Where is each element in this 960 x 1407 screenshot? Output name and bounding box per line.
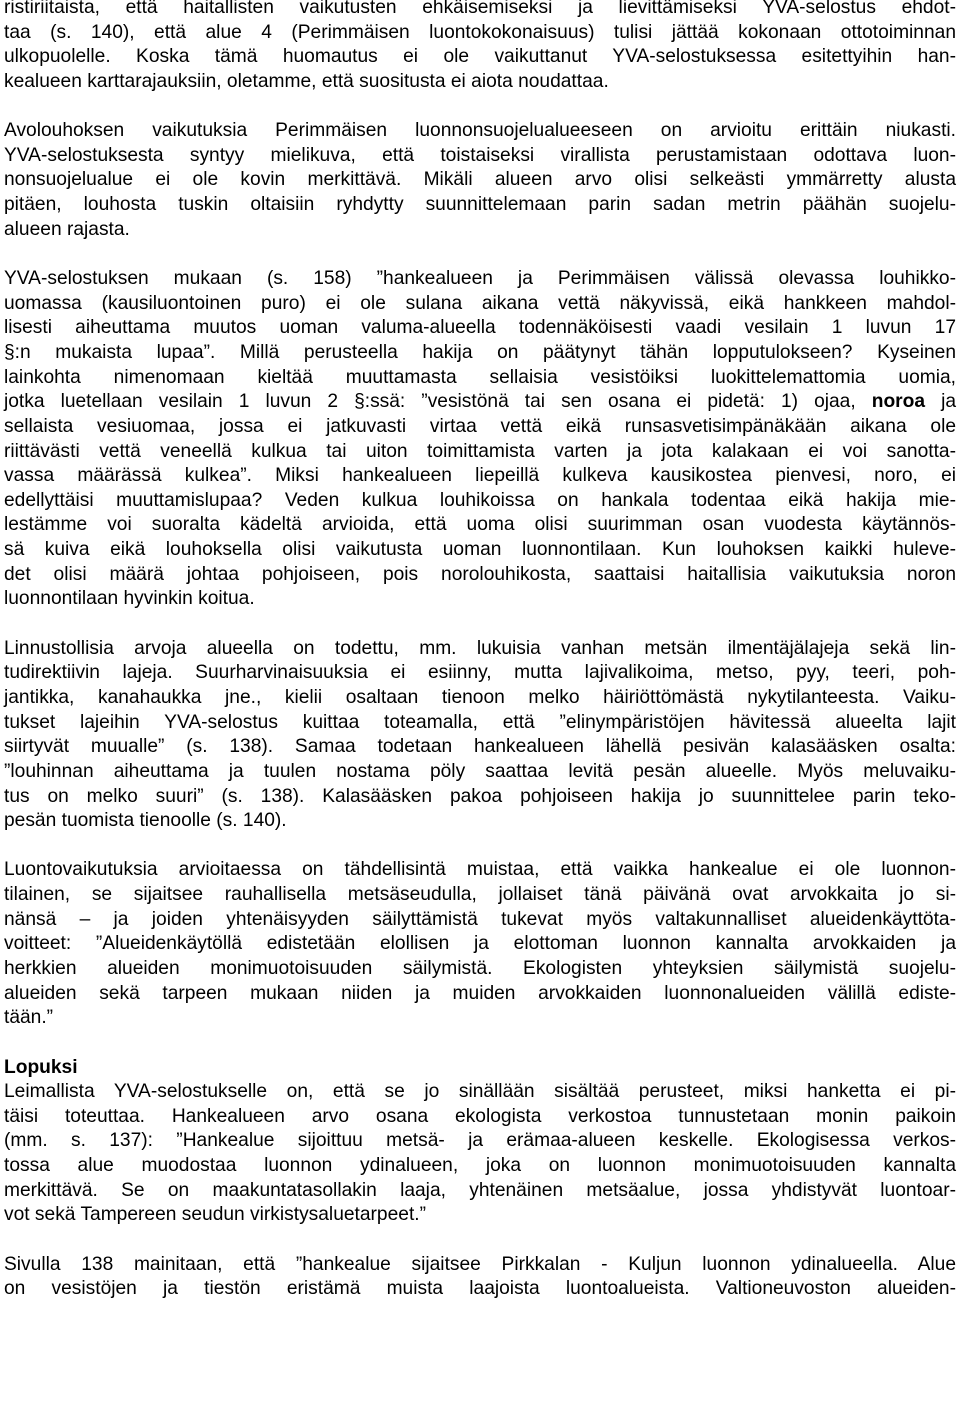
text-line: YVA-selostuksesta syntyy mielikuva, että toistaiseksi virallista perustamistaan odottava luon- bbox=[4, 144, 956, 166]
text-line: herkkien alueiden monimuotoisuuden säilymistä. Ekologisten yhteyksien säilymistä suojelu- bbox=[4, 957, 956, 979]
text-line: vassa määrässä kulkea”. Miksi hankealueen liepeillä kulkeva kausikostea pienvesi, noro, ei bbox=[4, 465, 956, 487]
text-run: jotka luetellaan vesilain 1 luvun 2 §:ssä: ”vesistönä tai sen osana ei pidetä: 1) ojaa, bbox=[4, 391, 872, 413]
paragraph-gap bbox=[4, 1031, 956, 1056]
paragraph-p6 bbox=[4, 1253, 956, 1302]
text-line: Linnustollisia arvoja alueella on todettu, mm. lukuisia vanhan metsän ilmentäjälajeja sekä lin- bbox=[4, 637, 956, 659]
text-line: §:n mukaista lupaa”. Millä perusteella hakija on päätynyt tähän lopputulokseen? Kyseinen bbox=[4, 341, 956, 363]
text-line: tukset lajeihin YVA-selostus kuittaa toteamalla, että ”elinympäristöjen hävitessä alueelta lajit bbox=[4, 711, 956, 733]
paragraph-gap bbox=[4, 834, 956, 859]
text-line: tään.” bbox=[4, 1007, 54, 1029]
closing-section bbox=[4, 1080, 956, 1302]
text-line: tus on melko suuri” (s. 138). Kalasääsken pakoa pohjoiseen hakija jo suunnittelee parin teko- bbox=[4, 785, 956, 807]
text-line: pesän tuomista tienoolle (s. 140). bbox=[4, 810, 287, 832]
text-line: ristiriitaista, että haitallisten vaikutusten ehkäisemiseksi ja lievittämiseksi YVA-selostus ehdot- bbox=[4, 0, 956, 18]
text-line: lisesti aiheuttama muutos uoman valuma-alueella todennäköisesti vaadi vesilain 1 luvun 17 bbox=[4, 317, 956, 339]
document-body bbox=[4, 0, 956, 1056]
text-line: YVA-selostuksen mukaan (s. 158) ”hankealueen ja Perimmäisen välissä olevassa louhikko- bbox=[4, 268, 956, 290]
text-line: riittävästi vettä veneellä kulkua tai uiton toimittamista varten ja jota kalakaan ei voi sanotta- bbox=[4, 440, 956, 462]
text-line: Sivulla 138 mainitaan, että ”hankealue sijaitsee Pirkkalan - Kuljun luonnon ydinalueella. Alue bbox=[4, 1253, 956, 1275]
paragraph-gap bbox=[4, 95, 956, 120]
text-line: edellyttäisi muuttamislupaa? Veden kulkua louhikoissa on hankala todentaa eikä hakija mie- bbox=[4, 489, 956, 511]
text-line: tudirektiivin lajeja. Suurharvinaisuuksia ei esiinny, mutta lajivalikoima, metso, pyy, teeri, poh- bbox=[4, 662, 956, 684]
text-line: siirtyvät muualle” (s. 138). Samaa todetaan hankealueen lähellä pesivän kalasääsken osalta: bbox=[4, 736, 956, 758]
text-line: uomassa (kausiluontoinen puro) ei ole sulana aikana vettä näkyvissä, eikä hankkeen mahdol- bbox=[4, 292, 956, 314]
text-line: ”louhinnan aiheuttama ja tuulen nostama pöly saattaa levitä pesän alueelle. Myös meluvaiku- bbox=[4, 760, 956, 782]
text-line: kealueen karttarajauksiin, oletamme, että suositusta ei aiota noudattaa. bbox=[4, 70, 609, 92]
text-line: taa (s. 140), että alue 4 (Perimmäisen luontokokonaisuus) tulisi jättää kokonaan ottotoiminnan bbox=[4, 21, 956, 43]
text-line: merkittävä. Se on maakuntatasollakin laaja, yhtenäinen metsäalue, jossa yhdistyvät luontoar- bbox=[4, 1179, 956, 1201]
section-heading: Lopuksi bbox=[4, 1056, 78, 1078]
text-line: Leimallista YVA-selostukselle on, että se jo sinällään sisältää perusteet, miksi hanketta ei pi- bbox=[4, 1081, 956, 1103]
text-line: luonnontilaan hyvinkin koitua. bbox=[4, 588, 255, 610]
text-line: alueen rajasta. bbox=[4, 218, 130, 240]
paragraph-gap bbox=[4, 612, 956, 637]
document-page bbox=[4, 0, 956, 1302]
text-line: Luontovaikutuksia arvioitaessa on tähdellisintä muistaa, että vaikka hankealue ei ole luonnon- bbox=[4, 859, 956, 881]
paragraph-p5 bbox=[4, 1080, 956, 1228]
text-line: täisi toteuttaa. Hankealueen arvo osana ekologista verkostoa tunnustetaan monin paikoin bbox=[4, 1105, 956, 1127]
text-line: Avolouhoksen vaikutuksia Perimmäisen luonnonsuojelualueeseen on arvioitu erittäin niukasti. bbox=[4, 120, 956, 142]
text-line: nonsuojelualue ei ole kovin merkittävä. Mikäli alueen arvo olisi selkeästi ymmärretty alusta bbox=[4, 169, 956, 191]
text-line: ulkopuolelle. Koska tämä huomautus ei ole vaikuttanut YVA-selostuksessa esitettyihin han- bbox=[4, 46, 956, 68]
text-line: nänsä – ja joiden yhtenäisyyden säilyttämistä tukevat myös valtakunnalliset alueidenkäyttöta- bbox=[4, 908, 956, 930]
text-line: det olisi määrä johtaa pohjoiseen, pois norolouhikosta, saattaisi haitallisia vaikutuksia noron bbox=[4, 563, 956, 585]
paragraph-p2 bbox=[4, 267, 956, 612]
text-line: sellaista vesiuomaa, jossa ei jatkuvasti virtaa vettä eikä runsasvetisimpänäkään aikana ole bbox=[4, 415, 956, 437]
text-line: tossa alue muodostaa luonnon ydinalueen, joka on luonnon monimuotoisuuden kannalta bbox=[4, 1155, 956, 1177]
text-line: tilainen, se sijaitsee rauhallisella metsäseudulla, jollaiset tänä päivänä ovat arvokkaita jo si- bbox=[4, 884, 956, 906]
text-line: vot sekä Tampereen seudun virkistysaluetarpeet.” bbox=[4, 1204, 426, 1226]
text-line: voitteet: ”Alueidenkäytöllä edistetään elollisen ja elottoman luonnon kannalta arvokkaiden ja bbox=[4, 933, 956, 955]
text-line: jantikka, kanahaukka jne., kielii osaltaan tienoon melko häiriöttömästä nykytilanteesta. Vaiku- bbox=[4, 686, 956, 708]
text-line bbox=[4, 390, 956, 415]
paragraph-p1 bbox=[4, 119, 956, 242]
paragraph-p0 bbox=[4, 0, 956, 95]
text-line: (mm. s. 137): ”Hankealue sijoittuu metsä- ja erämaa-alueen keskelle. Ekologisessa verkos- bbox=[4, 1130, 956, 1152]
paragraph-gap bbox=[4, 242, 956, 267]
bold-term: noroa bbox=[871, 391, 926, 413]
text-line: alueiden sekä tarpeen mukaan niiden ja muiden arvokkaiden luonnonalueiden välillä ediste- bbox=[4, 982, 956, 1004]
text-line: on vesistöjen ja tiestön eristämä muista laajoista luontoalueista. Valtioneuvoston alueiden- bbox=[4, 1278, 956, 1300]
paragraph-gap bbox=[4, 1228, 956, 1253]
text-line: pitäen, louhosta tuskin oltaisiin ryhdytty suunnittelemaan parin sadan metrin päähän suojelu- bbox=[4, 194, 956, 216]
paragraph-p4 bbox=[4, 858, 956, 1030]
text-line: sä kuiva eikä louhoksella olisi vaikutusta uoman luonnontilaan. Kun louhoksen kaikki huleve- bbox=[4, 539, 956, 561]
text-line: lainkohta nimenomaan kieltää muuttamasta sellaisia vesistöiksi luokittelemattomia uomia, bbox=[4, 366, 956, 388]
paragraph-p3 bbox=[4, 637, 956, 834]
text-run: ja bbox=[925, 391, 956, 413]
text-line: lestämme voi suoralta kädeltä arvioida, että uoma olisi suurimman osan vuodesta käytännös- bbox=[4, 514, 956, 536]
